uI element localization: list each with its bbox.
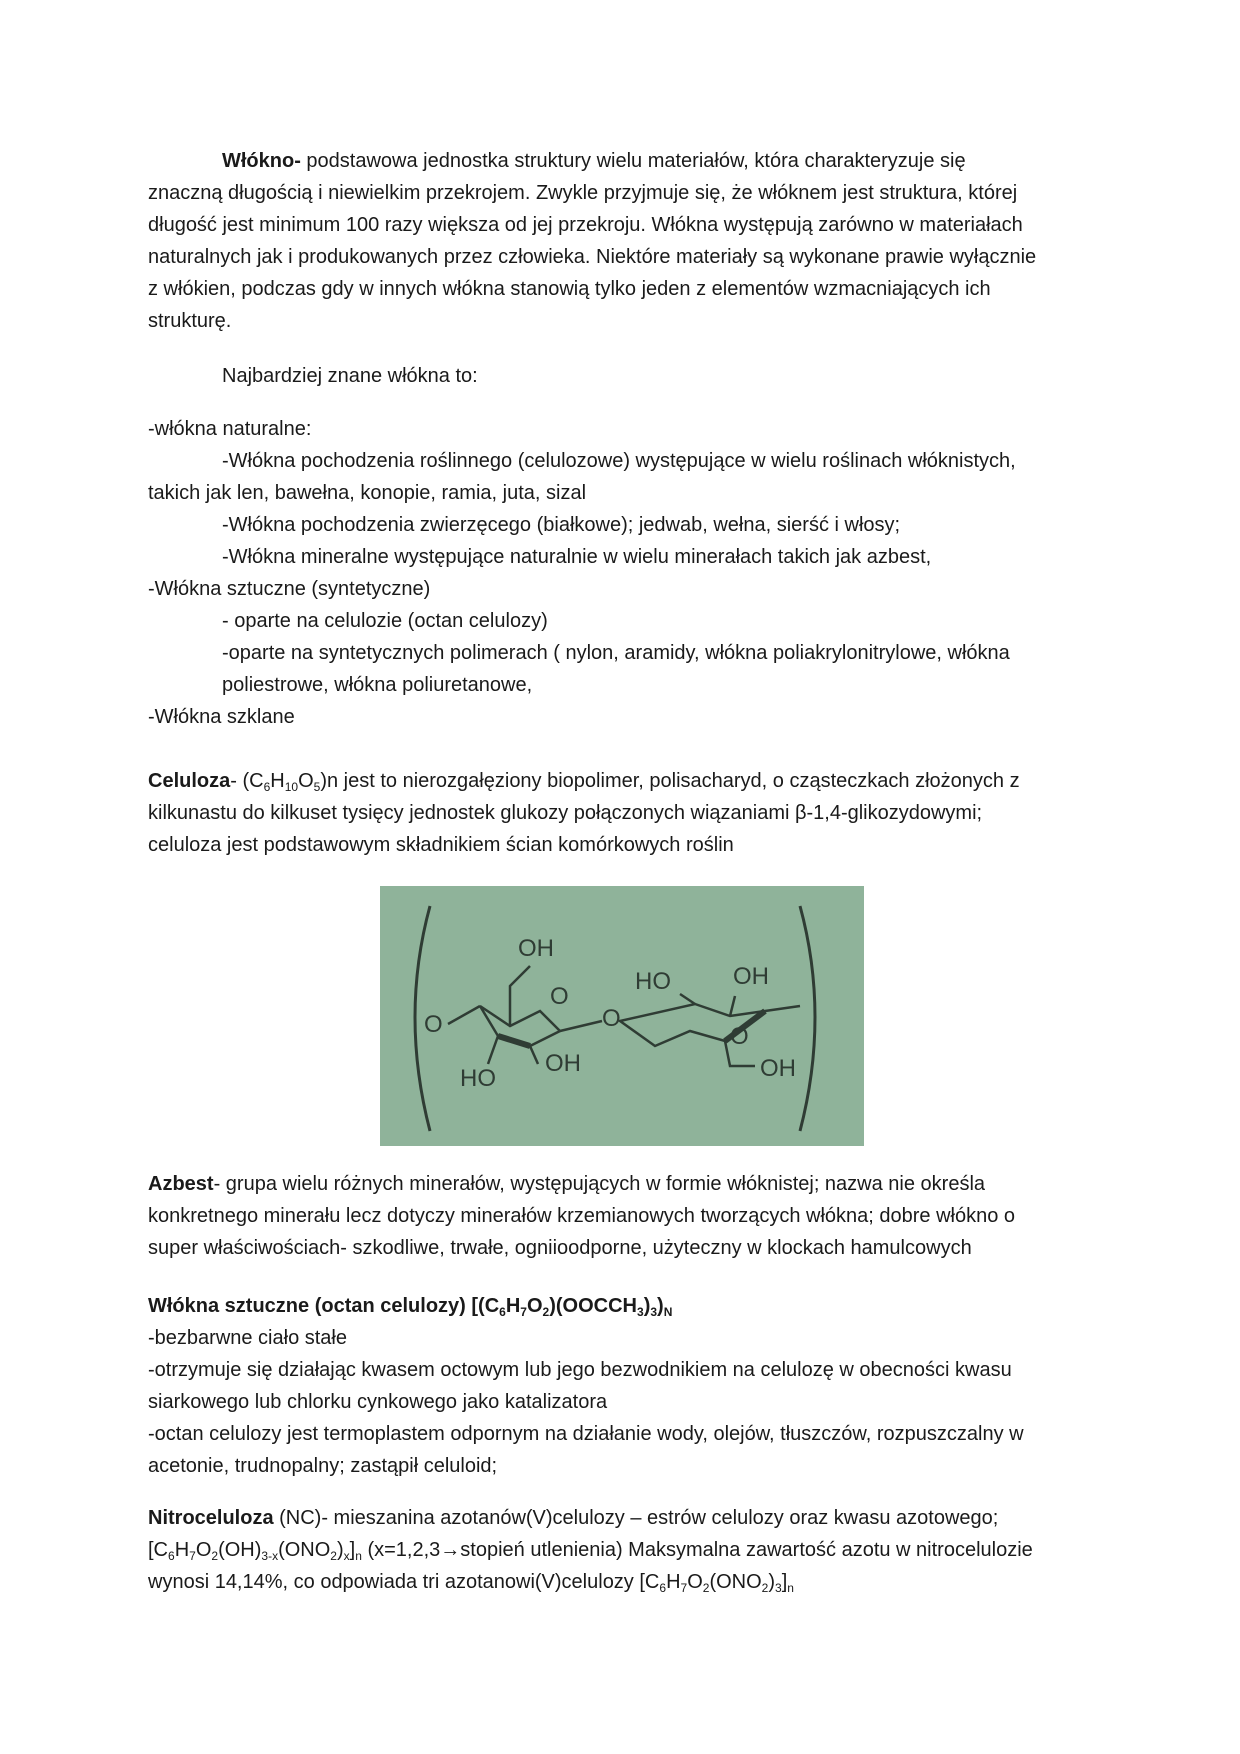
label-o: O: [424, 1011, 443, 1038]
label-ho: HO: [635, 968, 671, 995]
list-item: -oparte na syntetycznych polimerach ( nylon, aramidy, włókna poliakrylonitrylowe, włókna: [222, 642, 1010, 664]
wlokno-term: Włókno-: [222, 150, 301, 172]
label-oh: OH: [760, 1055, 796, 1082]
wlokno-line-6: strukturę.: [148, 310, 232, 332]
cellulose-structure-figure: [380, 886, 864, 1146]
right-bracket: [800, 906, 815, 1131]
cellulose-structure-diagram: [380, 886, 864, 1146]
label-oh: OH: [545, 1050, 581, 1077]
label-ho: HO: [460, 1065, 496, 1092]
list-item: -Włókna sztuczne (syntetyczne): [148, 578, 431, 600]
celuloza-term: Celuloza: [148, 770, 231, 792]
azbest-line-1: Azbest- grupa wielu różnych minerałów, występujących w formie włóknistej; nazwa nie określa: [148, 1173, 986, 1195]
list-item: -włókna naturalne:: [148, 418, 312, 440]
octan-line-4: -octan celulozy jest termoplastem odpornym na działanie wody, olejów, tłuszczów, rozpuszczalny w: [148, 1423, 1024, 1445]
label-oh: OH: [733, 963, 769, 990]
wlokno-line-5: z włókien, podczas gdy w innych włókna stanowią tylko jeden z elementów wzmacniających ich: [148, 278, 991, 300]
list-item: poliestrowe, włókna poliuretanowe,: [222, 674, 533, 696]
octan-line-5: acetonie, trudnopalny; zastąpił celuloid;: [148, 1455, 498, 1477]
list-item: takich jak len, bawełna, konopie, ramia, juta, sizal: [148, 482, 587, 504]
label-o: O: [730, 1023, 749, 1050]
celuloza-line-3: celuloza jest podstawowym składnikiem ścian komórkowych roślin: [148, 834, 734, 856]
label-oh: OH: [518, 935, 554, 962]
list-item: -Włókna mineralne występujące naturalnie w wielu minerałach takich jak azbest,: [222, 546, 932, 568]
wlokno-line-4: naturalnych jak i produkowanych przez człowieka. Niektóre materiały są wykonane prawie wyłącznie: [148, 246, 1037, 268]
list-item: -Włókna pochodzenia zwierzęcego (białkowe); jedwab, wełna, sierść i włosy;: [222, 514, 901, 536]
octan-line-2: -otrzymuje się działając kwasem octowym lub jego bezwodnikiem na celulozę w obecności kwasu: [148, 1359, 1012, 1381]
label-o: O: [550, 983, 569, 1010]
nitro-term: Nitroceluloza: [148, 1507, 274, 1529]
list-item: -Włókna szklane: [148, 706, 295, 728]
octan-line-3: siarkowego lub chlorku cynkowego jako katalizatora: [148, 1391, 608, 1413]
octan-heading: Włókna sztuczne (octan celulozy) $[(C_6H_7O_2)(OOCCH_3)_3)_N$: [148, 1295, 673, 1319]
list-item: -Włókna pochodzenia roślinnego (celulozowe) występujące w wielu roślinach włóknistych,: [222, 450, 1016, 472]
nitro-line-2: $[C_6H_7O_2(OH)_{3-x}(ONO_2)_x]_n$ (x=1,2,3→stopień utlenienia) Maksymalna zawartość azotu w nitrocelulozie: [148, 1539, 1033, 1563]
celuloza-line-2: kilkunastu do kilkuset tysięcy jednostek glukozy połączonych wiązaniami β-1,4-glikozydowymi;: [148, 802, 983, 824]
octan-line-1: -bezbarwne ciało stałe: [148, 1327, 347, 1349]
label-o: O: [602, 1005, 621, 1032]
azbest-term: Azbest: [148, 1173, 214, 1195]
azbest-line-3: super właściwościach- szkodliwe, trwałe, ogniioodporne, użyteczny w klockach hamulcowych: [148, 1237, 972, 1259]
wlokno-line-2: znaczną długością i niewielkim przekrojem. Zwykle przyjmuje się, że włóknem jest struktura, której: [148, 182, 1018, 204]
celuloza-line-1: Celuloza- $(C_6H_{10}O_5)n$ jest to nierozgałęziony biopolimer, polisacharyd, o cząsteczkach złożonych z: [148, 770, 1020, 794]
list-intro: Najbardziej znane włókna to:: [222, 365, 478, 387]
nitro-line-3: wynosi 14,14%, co odpowiada tri azotanowi(V)celulozy $[C_6H_7O_2(ONO_2)_3]_n$: [148, 1571, 794, 1595]
wlokno-line-3: długość jest minimum 100 razy większa od jej przekroju. Włókna występują zarówno w materiałach: [148, 214, 1023, 236]
nitro-line-1: Nitroceluloza (NC)- mieszanina azotanów(V)celulozy – estrów celulozy oraz kwasu azotowego;: [148, 1507, 999, 1529]
list-item: - oparte na celulozie (octan celulozy): [222, 610, 548, 632]
azbest-line-2: konkretnego minerału lecz dotyczy minerałów krzemianowych tworzących włókna; dobre włókno o: [148, 1205, 1016, 1227]
wlokno-line-1: Włókno- podstawowa jednostka struktury wielu materiałów, która charakteryzuje się: [222, 150, 966, 172]
